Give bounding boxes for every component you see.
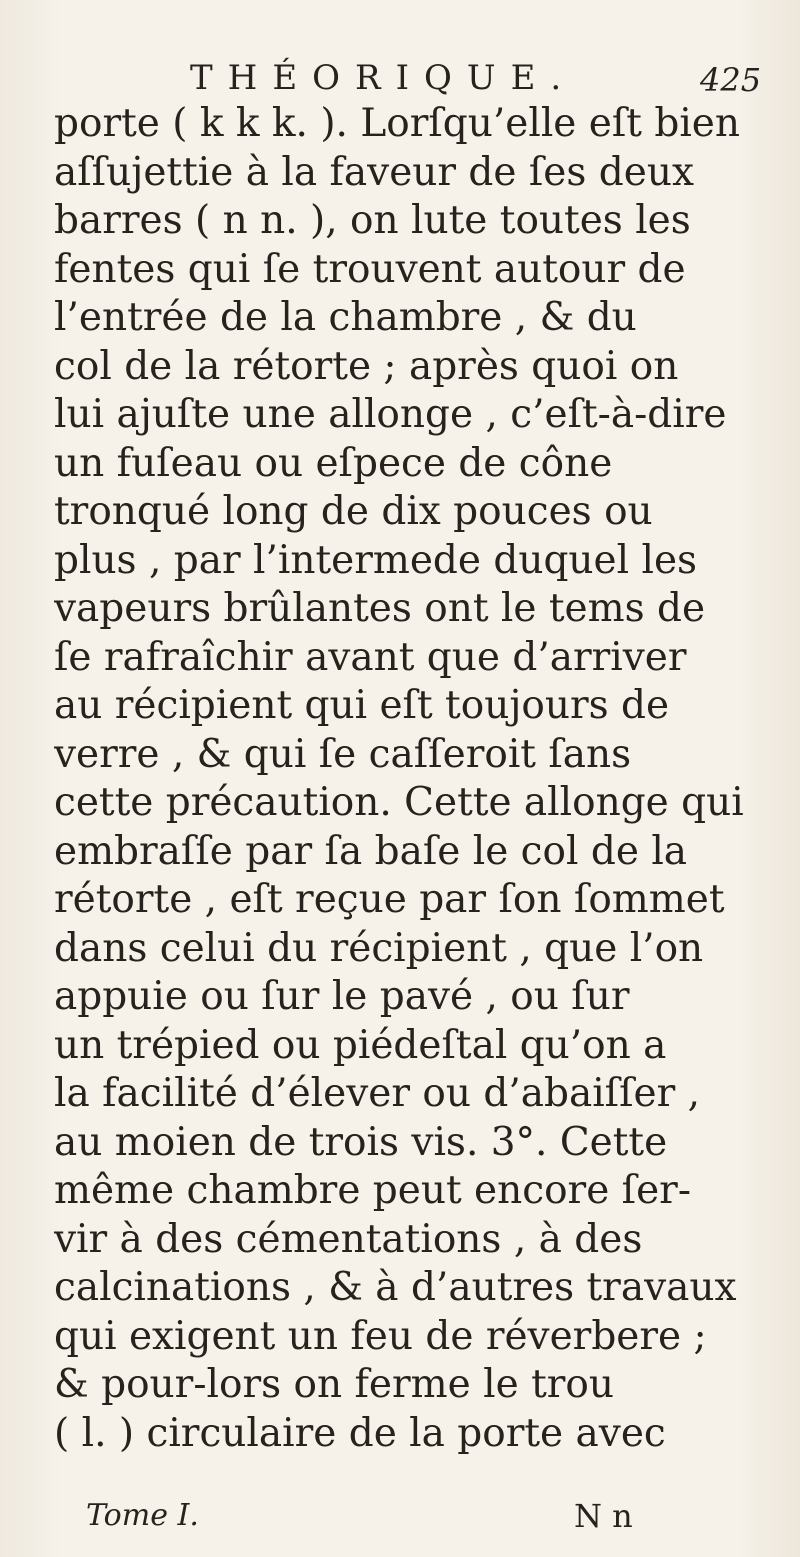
text-line: aſſujettie à la faveur de ſes deux	[54, 149, 694, 195]
page-footer	[54, 1496, 794, 1540]
page-number: 425	[700, 61, 762, 99]
text-line: un fuſeau ou eſpece de cône	[54, 440, 613, 486]
text-line: même chambre peut encore ſer-	[54, 1168, 692, 1213]
text-line: ſe rafraîchir avant que d’arriver	[54, 634, 687, 680]
text-line: l’entrée de la chambre , & du	[54, 295, 637, 340]
text-line: col de la rétorte ; après quoi on	[54, 343, 679, 389]
text-line: tronqué long de dix pouces ou	[54, 489, 653, 534]
text-line: rétorte , eſt reçue par ſon ſommet	[54, 877, 725, 922]
text-line: vir à des cémentations , à des	[54, 1216, 643, 1262]
text-line: plus , par l’intermede duquel les	[54, 537, 698, 583]
text-line: lui ajuſte une allonge , c’eſt-à-dire	[54, 392, 727, 437]
text-line: calcinations , & à d’autres travaux	[54, 1265, 737, 1310]
signature-mark: N n	[574, 1497, 633, 1535]
text-line: appuie ou ſur le pavé , ou ſur	[54, 974, 630, 1019]
text-line: barres ( n n. ), on lute toutes les	[54, 198, 691, 243]
text-line: dans celui du récipient , que l’on	[54, 925, 704, 971]
volume-label: Tome I.	[86, 1498, 199, 1533]
text-line: porte ( k k k. ). Lorſqu’elle eſt bien	[54, 101, 741, 146]
text-line: un trépied ou piédeſtal qu’on a	[54, 1022, 667, 1068]
text-line: fentes qui ſe trouvent autour de	[54, 246, 686, 292]
text-line: au récipient qui eſt toujours de	[54, 683, 670, 728]
text-line: vapeurs brûlantes ont le tems de	[54, 586, 706, 631]
text-line: & pour-lors on ferme le trou	[54, 1362, 614, 1407]
text-line: la facilité d’élever ou d’abaiſſer ,	[54, 1071, 701, 1116]
text-line: ( l. ) circulaire de la porte avec	[54, 1410, 666, 1456]
running-head: THÉORIQUE.	[190, 58, 577, 98]
body-text	[54, 100, 790, 1458]
text-line: verre , & qui ſe caſſeroit ſans	[54, 731, 632, 777]
text-line: cette précaution. Cette allonge qui	[54, 780, 744, 825]
text-line: embraſſe par ſa baſe le col de la	[54, 828, 688, 874]
text-line: qui exigent un feu de réverbere ;	[54, 1313, 707, 1359]
page-header	[0, 58, 800, 98]
text-line: au moien de trois vis. 3°. Cette	[54, 1119, 668, 1165]
